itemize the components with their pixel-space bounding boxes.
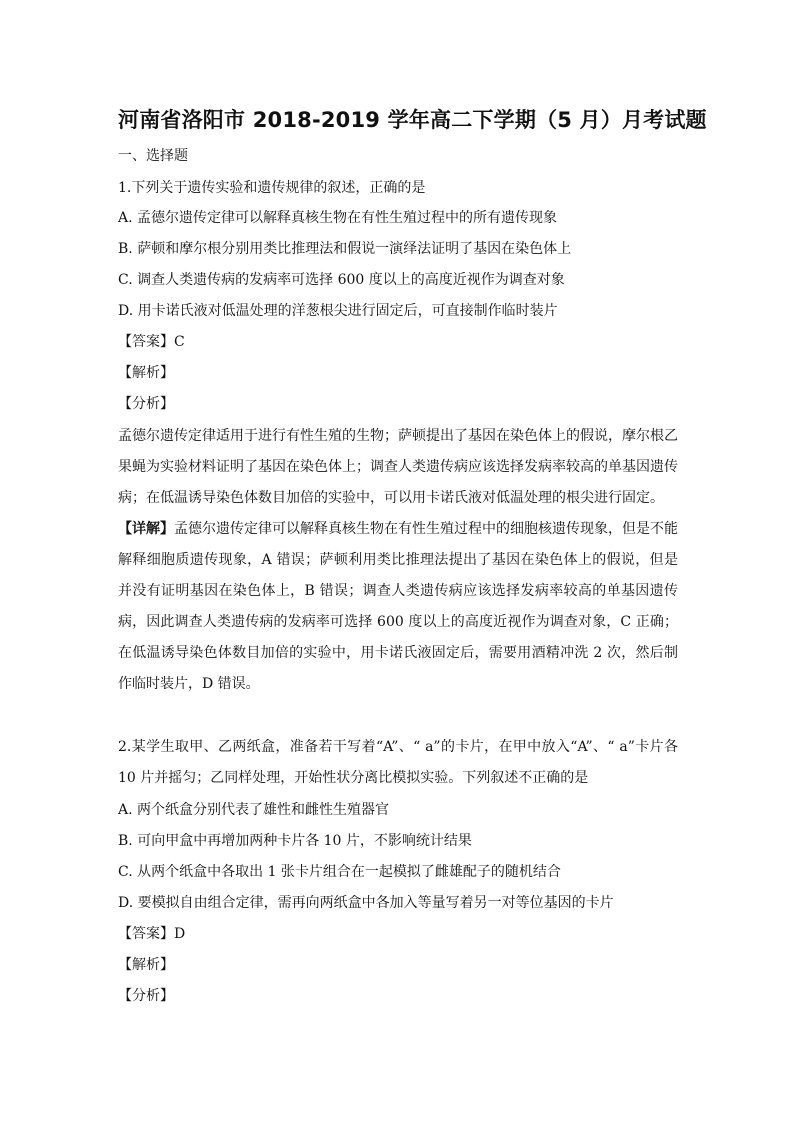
q1-option-c: C. 调查人类遗传病的发病率可选择 600 度以上的高度近视作为调查对象	[118, 272, 565, 288]
q1-option-b: B. 萨顿和摩尔根分别用类比推理法和假说一演绎法证明了基因在染色体上	[118, 241, 572, 257]
q2-analysis-label: 【解析】	[118, 957, 174, 973]
q1-fenxi-text: 孟德尔遗传定律适用于进行有性生殖的生物；萨顿提出了基因在染色体上的假说，摩尔根乙果蝇为实验材料证明了基因在染色体上；调查人类遗传病应该选择发病率较高的单基因遗传病；在低温诱导染色体数目加倍的实验中，可以用卡诺氏液对低温处理的根尖进行固定。	[118, 428, 678, 506]
document-title: 河南省洛阳市 2018-2019 学年高二下学期（5 月）月考试题	[118, 108, 707, 132]
section-heading: 一、选择题	[118, 148, 188, 164]
q1-option-a: A. 孟德尔遗传定律可以解释真核生物在有性生殖过程中的所有遗传现象	[118, 210, 558, 226]
q2-option-b: B. 可向甲盒中再增加两种卡片各 10 片，不影响统计结果	[118, 833, 472, 849]
q1-detail-text: 孟德尔遗传定律可以解释真核生物在有性生殖过程中的细胞核遗传现象，但是不能解释细胞质遗传现象，A 错误；萨顿利用类比推理法提出了基因在染色体上的假说，但是并没有证明基因在染色体上，B 错误；调查人类遗传病应该选择发病率较高的单基因遗传病，因此调查人类遗传病的发病率可选择 600 度以上的高度近视作为调查对象，C 正确；在低温诱导染色体数目加倍的实验中，用卡诺氏液固定后，需要用酒精冲洗 2 次，然后制作临时装片，D 错误。	[118, 521, 678, 692]
q2-option-d: D. 要模拟自由组合定律，需再向两纸盒中各加入等量写着另一对等位基因的卡片	[118, 895, 614, 911]
q1-stem: 1.下列关于遗传实验和遗传规律的叙述，正确的是	[118, 180, 426, 196]
q1-fenxi-label: 【分析】	[118, 396, 174, 412]
q1-answer: 【答案】C	[118, 334, 185, 350]
q1-detail	[118, 514, 678, 700]
q1-detail-label: 【详解】	[118, 521, 174, 537]
q2-option-a: A. 两个纸盒分别代表了雄性和雌性生殖器官	[118, 802, 390, 818]
q2-answer: 【答案】D	[118, 926, 186, 942]
q1-analysis-label: 【解析】	[118, 365, 174, 381]
q2-fenxi-label: 【分析】	[118, 988, 174, 1004]
q2-stem: 2.某学生取甲、乙两纸盒，准备若干写着“A”、“ a”的卡片，在甲中放入“A”、“ a”卡片各 10 片并摇匀；乙同样处理，开始性状分离比模拟实验。下列叙述不正确的是	[118, 739, 678, 786]
q1-option-d: D. 用卡诺氏液对低温处理的洋葱根尖进行固定后，可直接制作临时装片	[118, 303, 558, 319]
q2-option-c: C. 从两个纸盒中各取出 1 张卡片组合在一起模拟了雌雄配子的随机结合	[118, 864, 561, 880]
